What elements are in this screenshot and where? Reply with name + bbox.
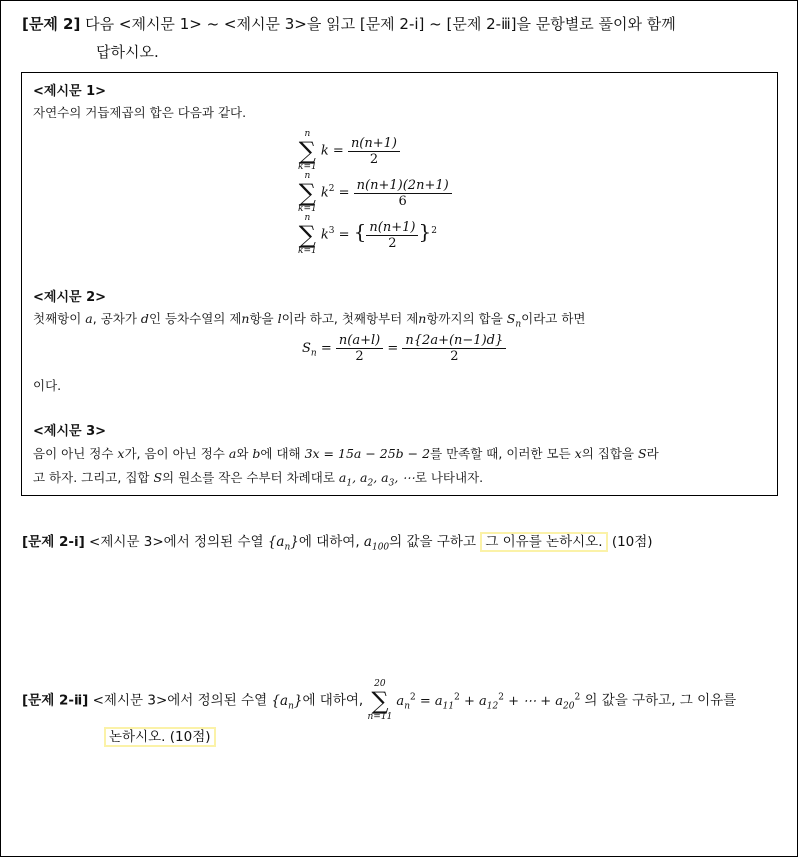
formula-sum-k2: n ∑ k=1 $k^2$ = $\frac{n(n+1)(2n+1)}{6}$ (298, 172, 452, 214)
formula-sum-k3: n ∑ k=1 $k^3$ = { $\frac{n(n+1)}{2}$ }$^2$ (298, 213, 437, 256)
question-2-ii-label: [문제 2-ⅱ] (22, 692, 89, 709)
problem-header (22, 14, 676, 34)
passage3-line1: 음이 아닌 정수 x가, 음이 아닌 정수 a와 b에 대해 3x = 15a − 25b − 2를 만족할 때, 이러한 모든 x의 집합을 S라 (33, 446, 659, 461)
question-2-i-label: [문제 2-ⅰ] (22, 534, 85, 550)
passage2-tail: 이다. (33, 378, 62, 393)
problem-instruction-cont: 답하시오. (96, 43, 159, 61)
passage3-line2: 고 하자. 그리고, 집합 S의 원소를 작은 수부터 차례대로 $a_1$, $a_2$, $a_3$, ⋯로 나타내자. (33, 470, 484, 489)
passage3-title: <제시문 3> (33, 424, 107, 439)
question-2-i-highlight: 그 이유를 논하시오. (480, 532, 607, 552)
passage2-title: <제시문 2> (33, 290, 107, 305)
passage1-text: 자연수의 거듭제곱의 합은 다음과 같다. (33, 105, 247, 120)
question-2-ii-cont (104, 725, 216, 745)
passage1-title: <제시문 1> (33, 84, 107, 99)
question-2-i-points: (10점) (611, 534, 653, 550)
problem-instruction: 다음 <제시문 1> ~ <제시문 3>을 읽고 [문제 2-ⅰ] ~ [문제 2-ⅲ]을 문항별로 풀이와 함께 (85, 15, 676, 33)
question-2-ii: [문제 2-ⅱ] <제시문 3>에서 정의된 수열 $\{a_n\}$에 대하여, 20 ∑ n=11 $a_n^2 = a_{11}^2 + a_{12}^2$ + ⋯ + $a_{20}^2$ 의 값을 구하고, 그 이유를 (22, 679, 737, 722)
question-2-ii-highlight: 논하시오. (10점) (104, 727, 216, 747)
question-2-i: [문제 2-ⅰ] <제시문 3>에서 정의된 수열 $\{a_n\}$에 대하여, $a_{100}$의 값을 구하고 그 이유를 논하시오. (10점) (22, 534, 653, 553)
passage2-text: 첫째항이 a, 공차가 d인 등차수열의 제n항을 l이라 하고, 첫째항부터 제n항까지의 합을 $S_n$이라고 하면 (33, 311, 586, 330)
formula-sum-k: n ∑ k=1 k = $\frac{n(n+1)}{2}$ (298, 130, 400, 172)
formula-arith-sum: $S_n$ = $\frac{n(a+l)}{2}$ = $\frac{n\{2a+(n-1)d\}}{2}$ (302, 333, 506, 364)
problem-label: [문제 2] (22, 15, 81, 33)
